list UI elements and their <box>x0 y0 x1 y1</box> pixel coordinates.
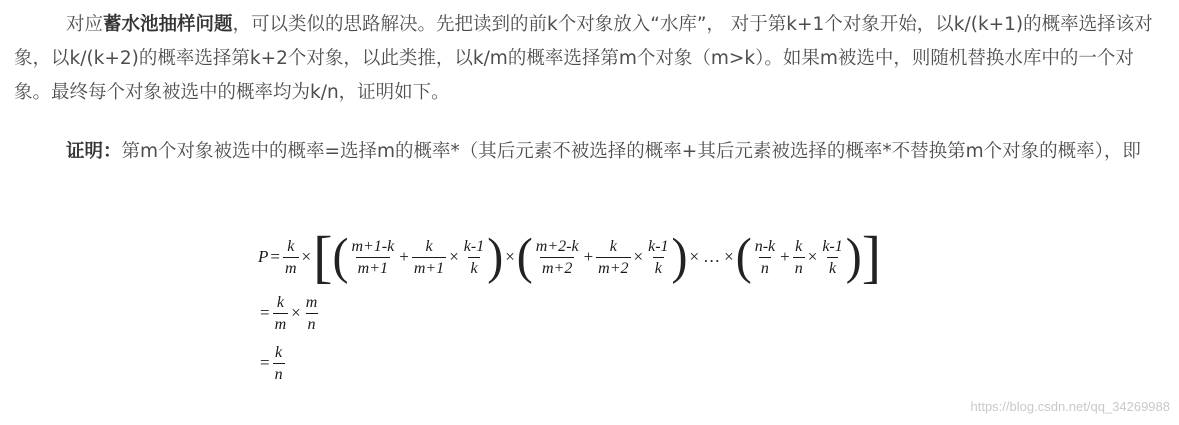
left-paren: ( <box>516 228 533 285</box>
watermark-url: https://blog.csdn.net/qq_34269988 <box>970 399 1170 414</box>
op-plus: + <box>583 247 594 266</box>
formula-line-2 <box>258 288 938 338</box>
proof-label: 证明： <box>66 141 122 162</box>
proof-text: 第m个对象被选中的概率=选择m的概率*（其后元素不被选择的概率+其后元素被选择的概率*不替换第m个对象的概率），即 <box>121 141 1141 162</box>
formula-eq: = <box>260 303 270 322</box>
right-bracket: ] <box>861 224 882 289</box>
frac-m-over-n: $\frac{m}{n}$ <box>305 293 318 333</box>
frac-k1-over-k: $\frac{k-1}{k}$ <box>648 237 669 277</box>
frac-m2k-over-m2: $\frac{m+2-k}{m+2}$ <box>535 237 579 277</box>
op-times: × <box>291 303 301 322</box>
op-plus: + <box>399 247 409 266</box>
formula-line-3 <box>258 338 938 388</box>
frac-k-over-m: $\frac{k}{m}$ <box>284 237 297 277</box>
intro-bold-term: 蓄水池抽样问题 <box>103 14 233 35</box>
formula-line-1 <box>258 226 938 288</box>
intro-lead: 对应 <box>66 14 104 35</box>
op-plus: + <box>780 247 790 266</box>
left-bracket: [ <box>313 224 333 289</box>
left-paren: ( <box>332 228 349 285</box>
frac-k1-over-k: $\frac{k-1}{k}$ <box>463 237 485 277</box>
frac-k-over-m2: $\frac{k}{m+2}$ <box>598 237 629 277</box>
formula-p: P <box>258 247 269 266</box>
op-times: × <box>633 247 644 266</box>
frac-k-over-n: $\frac{k}{n}$ <box>274 343 283 383</box>
op-times: × <box>301 247 312 266</box>
probability-formula <box>258 226 938 388</box>
frac-nk-over-n: $\frac{n-k}{n}$ <box>754 237 776 277</box>
left-paren: ( <box>735 228 752 285</box>
op-times: × <box>724 247 734 266</box>
right-paren: ) <box>845 228 862 285</box>
frac-m1k-over-m1: $\frac{m+1-k}{m+1}$ <box>351 237 395 277</box>
frac-k-over-m1: $\frac{k}{m+1}$ <box>413 237 445 277</box>
formula-eq: = <box>270 247 280 266</box>
op-times: × <box>505 247 515 266</box>
right-paren: ) <box>487 228 504 285</box>
frac-k1-over-k: $\frac{k-1}{k}$ <box>822 237 843 277</box>
op-ellipsis: … <box>703 247 721 266</box>
formula-eq: = <box>260 353 270 372</box>
op-times: × <box>449 247 459 266</box>
right-paren: ) <box>671 228 688 285</box>
op-times: × <box>689 247 700 266</box>
paragraph-reservoir-intro <box>14 8 1170 110</box>
paragraph-proof <box>14 135 1170 169</box>
intro-rest: ，可以类似的思路解决。先把读到的前k个对象放入“水库”， 对于第k+1个对象开始，以k/(k+1)的概率选择该对象，以k/(k+2)的概率选择第k+2个对象，以此类推，以k/m的概率选择第m个对象（m>k）。如果m被选中，则随机替换水库中的一个对象。最终每个对象被选中的概率均为k/n，证明如下。 <box>14 14 1153 103</box>
frac-k-over-n: $\frac{k}{n}$ <box>794 237 803 277</box>
frac-k-over-m: $\frac{k}{m}$ <box>274 293 287 333</box>
op-times: × <box>807 247 818 266</box>
